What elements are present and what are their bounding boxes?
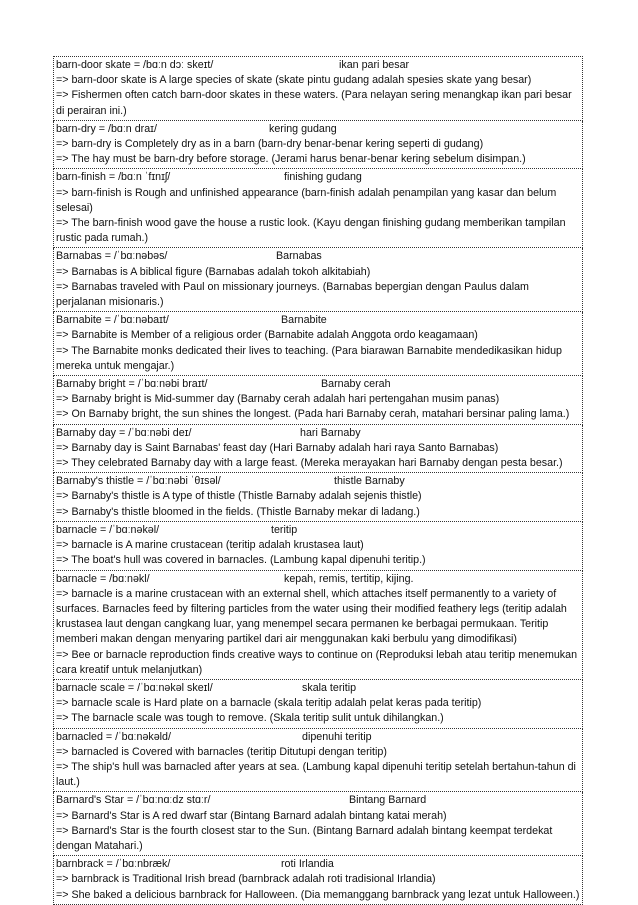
- entry-example: => She baked a delicious barnbrack for Halloween. (Dia memanggang barnbrack yang lezat untuk Halloween.): [56, 888, 580, 901]
- entry-term: barnacled = /ˈbɑːnəkəld/: [56, 730, 171, 743]
- entry-definition: => barnacle scale is Hard plate on a barnacle (skala teritip adalah pelat keras pada teritip): [56, 697, 482, 710]
- entry-heading: [56, 426, 580, 441]
- entry-translation: dipenuhi teritip: [302, 730, 372, 743]
- entry-heading: [56, 58, 580, 73]
- entry-heading: [56, 249, 580, 264]
- entry-term: Barnabas = /ˈbɑːnəbəs/: [56, 250, 168, 263]
- entry-example: => The hay must be barn-dry before storage. (Jerami harus benar-benar kering sebelum disimpan.): [56, 153, 526, 166]
- entry-heading: [56, 681, 580, 696]
- entry-term: barnacle = /bɑːnəkl/: [56, 572, 150, 585]
- entry-example: => Barnaby's thistle bloomed in the fields. (Thistle Barnaby mekar di ladang.): [56, 505, 420, 518]
- entry-term: Barnard's Star = /ˈbɑːnɑːdz stɑːr/: [56, 794, 211, 807]
- entry-translation: ikan pari besar: [339, 59, 410, 71]
- entry-example: => Fishermen often catch barn-door skates in these waters. (Para nelayan sering menangkap ikan pari besar di perairan ini.): [56, 89, 572, 117]
- glossary-entry: [53, 571, 583, 680]
- entry-example: => On Barnaby bright, the sun shines the longest. (Pada hari Barnaby cerah, matahari bersinar paling lama.): [56, 408, 570, 421]
- entry-heading: [56, 377, 580, 392]
- entry-translation: Barnaby cerah: [321, 378, 391, 391]
- glossary-entry: [53, 56, 583, 121]
- entry-term: Barnabite = /ˈbɑːnəbaɪt/: [56, 314, 169, 327]
- entry-term: barnbrack = /ˈbɑːnbræk/: [56, 858, 171, 871]
- entry-definition: => Barnaby day is Saint Barnabas' feast day (Hari Barnaby adalah hari raya Santo Barnabas): [56, 441, 499, 454]
- entry-definition: => barnacle is a marine crustacean with an external shell, which attaches itself permanently to a variety of surfaces. Barnacles feed by filtering particles from the water using their modified feathery legs (teritip adalah krustasea laut dengan cangkang luar, yang menempel secara permanen ke berbagai permukaan. Teritip memberi makan dengan menyaring partikel dari air menggunakan kaki berbulu yang dimodifikasi): [56, 587, 567, 646]
- entry-example: => Bee or barnacle reproduction finds creative ways to continue on (Reproduksi lebah atau teritip menemukan cara kreatif untuk melanjutkan): [56, 648, 578, 676]
- glossary-entry: [53, 312, 583, 376]
- entry-example: => They celebrated Barnaby day with a large feast. (Mereka merayakan hari Barnaby dengan pesta besar.): [56, 457, 563, 470]
- entry-definition: => barnbrack is Traditional Irish bread (barnbrack adalah roti tradisional Irlandia): [56, 873, 436, 886]
- entry-heading: [56, 170, 580, 185]
- entry-heading: [56, 313, 580, 328]
- entry-heading: [56, 730, 580, 745]
- glossary-entry: [53, 121, 583, 170]
- entry-term: barn-finish = /bɑːn ˈfɪnɪʃ/: [56, 171, 171, 184]
- entry-heading: [56, 523, 580, 538]
- entry-example: => Barnard's Star is the fourth closest star to the Sun. (Bintang Barnard adalah bintang keempat terdekat dengan Matahari.): [56, 824, 553, 852]
- entry-term: Barnaby day = /ˈbɑːnəbi deɪ/: [56, 426, 192, 439]
- entry-term: barn-dry = /bɑːn draɪ/: [56, 122, 157, 135]
- entry-translation: kering gudang: [269, 122, 337, 135]
- glossary-entry: [53, 680, 583, 729]
- entry-term: Barnaby's thistle = /ˈbɑːnəbi ˈθɪsəl/: [56, 475, 221, 488]
- glossary-entry: [53, 522, 583, 571]
- entry-definition: => barnacle is A marine crustacean (teritip adalah krustasea laut): [56, 539, 364, 552]
- entry-definition: => Barnard's Star is A red dwarf star (Bintang Barnard adalah bintang katai merah): [56, 809, 447, 822]
- entry-translation: skala teritip: [302, 681, 357, 694]
- entry-example: => The boat's hull was covered in barnacles. (Lambung kapal dipenuhi teritip.): [56, 554, 426, 567]
- entry-definition: => Barnabite is Member of a religious order (Barnabite adalah Anggota ordo keagamaan): [56, 329, 478, 342]
- glossary-entry: [53, 425, 583, 474]
- glossary-sheet: [53, 56, 583, 905]
- entry-translation: finishing gudang: [284, 171, 362, 184]
- entry-example: => The Barnabite monks dedicated their lives to teaching. (Para biarawan Barnabite mendedikasikan hidup mereka untuk mengajar.): [56, 344, 562, 372]
- entry-heading: [56, 122, 580, 137]
- entry-definition: => barnacled is Covered with barnacles (teritip Ditutupi dengan teritip): [56, 745, 387, 758]
- entry-translation: thistle Barnaby: [334, 475, 405, 488]
- entry-translation: hari Barnaby: [300, 426, 361, 439]
- entry-term: barnacle = /ˈbɑːnəkəl/: [56, 523, 160, 536]
- entry-definition: => barn-dry is Completely dry as in a barn (barn-dry benar-benar kering seperti di gudang): [56, 138, 484, 151]
- entry-definition: => barn-door skate is A large species of skate (skate pintu gudang adalah spesies skate yang besar): [56, 74, 532, 87]
- glossary-entry: [53, 376, 583, 425]
- entry-term: barnacle scale = /ˈbɑːnəkəl skeɪl/: [56, 681, 213, 694]
- entry-translation: roti Irlandia: [281, 858, 334, 871]
- entry-translation: kepah, remis, tertitip, kijing.: [284, 572, 414, 585]
- entry-heading: [56, 572, 580, 587]
- entry-term: barn-door skate = /bɑːn dɔː skeɪt/: [56, 59, 214, 71]
- entry-definition: => Barnaby bright is Mid-summer day (Barnaby cerah adalah hari pertengahan musim panas): [56, 393, 500, 406]
- glossary-entry: [53, 169, 583, 248]
- entry-translation: Bintang Barnard: [349, 794, 427, 807]
- entry-heading: [56, 857, 580, 872]
- entry-example: => The ship's hull was barnacled after years at sea. (Lambung kapal dipenuhi teritip setelah bertahun-tahun di laut.): [56, 760, 576, 789]
- entry-translation: Barnabas: [276, 250, 322, 263]
- entry-translation: Barnabite: [281, 314, 327, 327]
- glossary-entry: [53, 248, 583, 312]
- entry-translation: teritip: [271, 523, 298, 536]
- entry-example: => Barnabas traveled with Paul on missionary journeys. (Barnabas bepergian dengan Paulus dalam perjalanan misionaris.): [56, 280, 529, 309]
- entry-definition: => Barnaby's thistle is A type of thistle (Thistle Barnaby adalah sejenis thistle): [56, 490, 422, 503]
- entry-term: Barnaby bright = /ˈbɑːnəbi braɪt/: [56, 378, 208, 391]
- entry-heading: [56, 474, 580, 489]
- entry-heading: [56, 793, 580, 808]
- glossary-entry: [53, 792, 583, 856]
- entry-definition: => Barnabas is A biblical figure (Barnabas adalah tokoh alkitabiah): [56, 265, 371, 278]
- glossary-entry: [53, 473, 583, 522]
- entry-example: => The barnacle scale was tough to remove. (Skala teritip sulit untuk dihilangkan.): [56, 712, 444, 725]
- glossary-entry: [53, 729, 583, 793]
- entry-definition: => barn-finish is Rough and unfinished appearance (barn-finish adalah penampilan yang kasar dan belum selesai): [56, 186, 557, 214]
- entry-example: => The barn-finish wood gave the house a rustic look. (Kayu dengan finishing gudang memberikan tampilan rustic pada rumah.): [56, 217, 566, 245]
- glossary-entry: [53, 856, 583, 905]
